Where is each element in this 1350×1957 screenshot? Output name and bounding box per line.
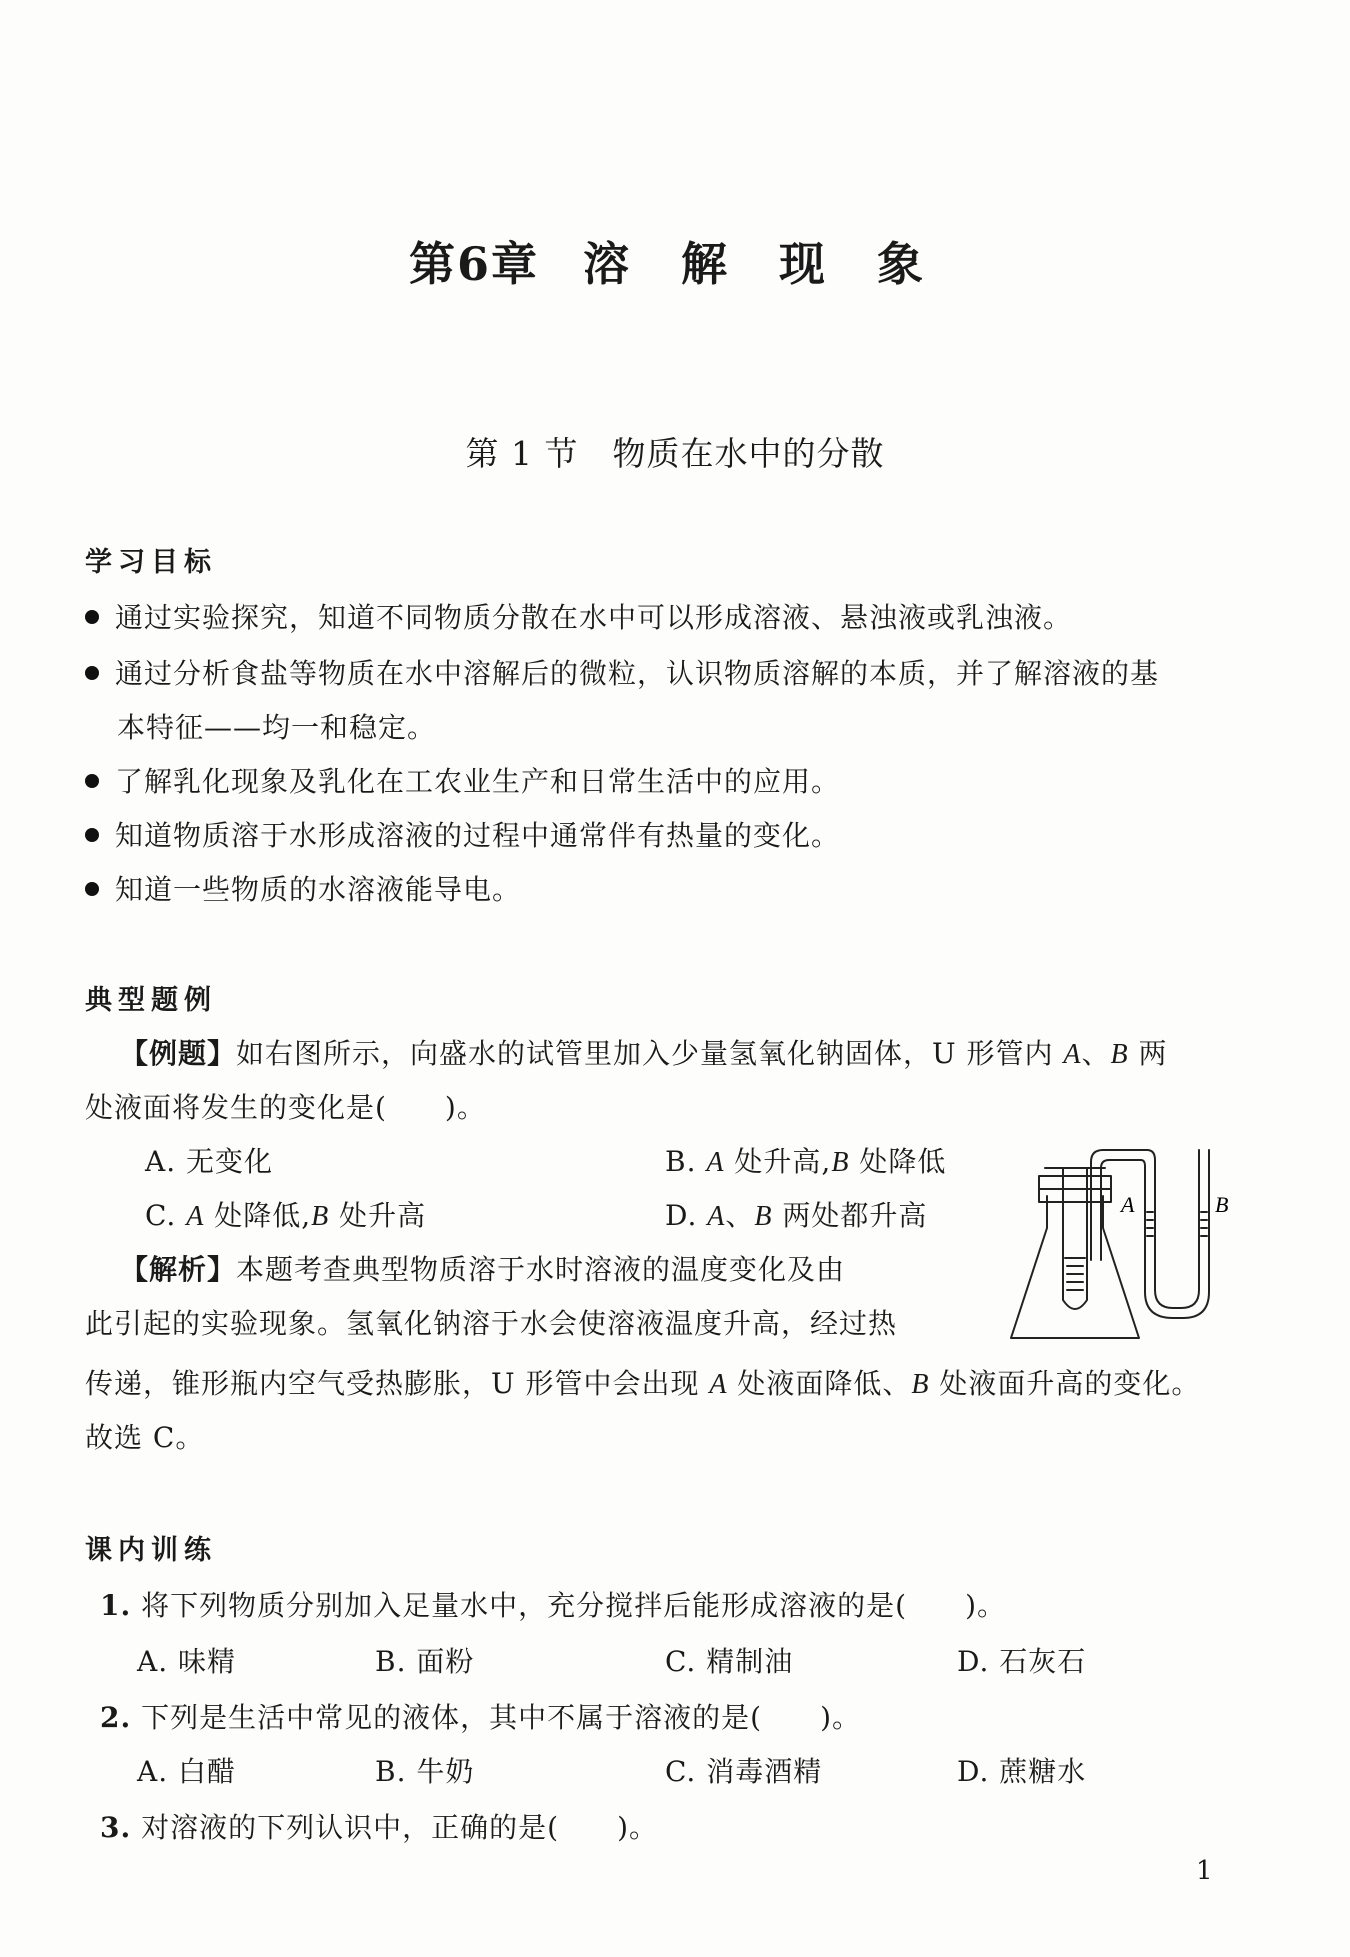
- analysis-line4: 故选 C。: [85, 1421, 205, 1454]
- q1-option-c: C. 精制油: [665, 1645, 794, 1678]
- example-option-d: D. A、B 两处都升高: [665, 1199, 928, 1232]
- practice-heading: 课内训练: [85, 1535, 217, 1566]
- analysis-line2: 此引起的实验现象。氢氧化钠溶于水会使溶液温度升高，经过热: [85, 1307, 898, 1340]
- q1-option-b: B. 面粉: [375, 1645, 475, 1678]
- objective-item: 知道一些物质的水溶液能导电。: [85, 868, 521, 908]
- section-number: 第 1 节: [465, 434, 579, 473]
- question-2: 2. 下列是生活中常见的液体，其中不属于溶液的是( )。: [100, 1701, 861, 1734]
- bullet-icon: [85, 828, 99, 842]
- label-a: A: [1121, 1192, 1135, 1217]
- q2-option-a: A. 白醋: [137, 1755, 237, 1788]
- bullet-icon: [85, 610, 99, 624]
- section-title: [0, 428, 1350, 475]
- q2-option-b: B. 牛奶: [375, 1755, 475, 1788]
- chapter-number: 第6章: [408, 237, 539, 291]
- page-number: 1: [1196, 1856, 1213, 1886]
- example-heading: 典型题例: [85, 985, 217, 1016]
- q1-option-d: D. 石灰石: [957, 1645, 1087, 1678]
- objective-item: 知道物质溶于水形成溶液的过程中通常伴有热量的变化。: [85, 814, 840, 854]
- analysis-line3: 传递，锥形瓶内空气受热膨胀，U 形管中会出现 A 处液面降低、B 处液面升高的变化。: [85, 1367, 1201, 1400]
- objective-item: 通过分析食盐等物质在水中溶解后的微粒，认识物质溶解的本质，并了解溶液的基: [85, 652, 1159, 692]
- bullet-icon: [85, 666, 99, 680]
- example-option-c: C. A 处降低,B 处升高: [145, 1199, 427, 1232]
- objective-item: 通过实验探究，知道不同物质分散在水中可以形成溶液、悬浊液或乳浊液。: [85, 596, 1072, 636]
- objective-item: 了解乳化现象及乳化在工农业生产和日常生活中的应用。: [85, 760, 840, 800]
- example-stem-line1: 【例题】如右图所示，向盛水的试管里加入少量氢氧化钠固体，U 形管内 A、B 两: [120, 1037, 1168, 1070]
- question-1: 1. 将下列物质分别加入足量水中，充分搅拌后能形成溶液的是( )。: [100, 1589, 1006, 1622]
- example-stem-line2: 处液面将发生的变化是( )。: [85, 1091, 486, 1124]
- chapter-title: [0, 228, 1350, 294]
- question-3: 3. 对溶液的下列认识中，正确的是( )。: [100, 1811, 658, 1844]
- example-option-b: B. A 处升高,B 处降低: [665, 1145, 947, 1178]
- q2-option-d: D. 蔗糖水: [957, 1755, 1087, 1788]
- example-option-a: A. 无变化: [145, 1145, 274, 1178]
- objectives-heading: 学习目标: [85, 547, 217, 578]
- q1-option-a: A. 味精: [137, 1645, 237, 1678]
- bullet-icon: [85, 882, 99, 896]
- flask-u-tube-diagram: [1005, 1140, 1235, 1350]
- chapter-name: 溶 解 现 象: [582, 237, 942, 291]
- objective-item-continuation: 本特征——均一和稳定。: [117, 711, 437, 744]
- bullet-icon: [85, 774, 99, 788]
- section-name: 物质在水中的分散: [612, 434, 885, 473]
- analysis-line1: 【解析】本题考查典型物质溶于水时溶液的温度变化及由: [120, 1253, 846, 1286]
- label-b: B: [1215, 1192, 1229, 1217]
- q2-option-c: C. 消毒酒精: [665, 1755, 823, 1788]
